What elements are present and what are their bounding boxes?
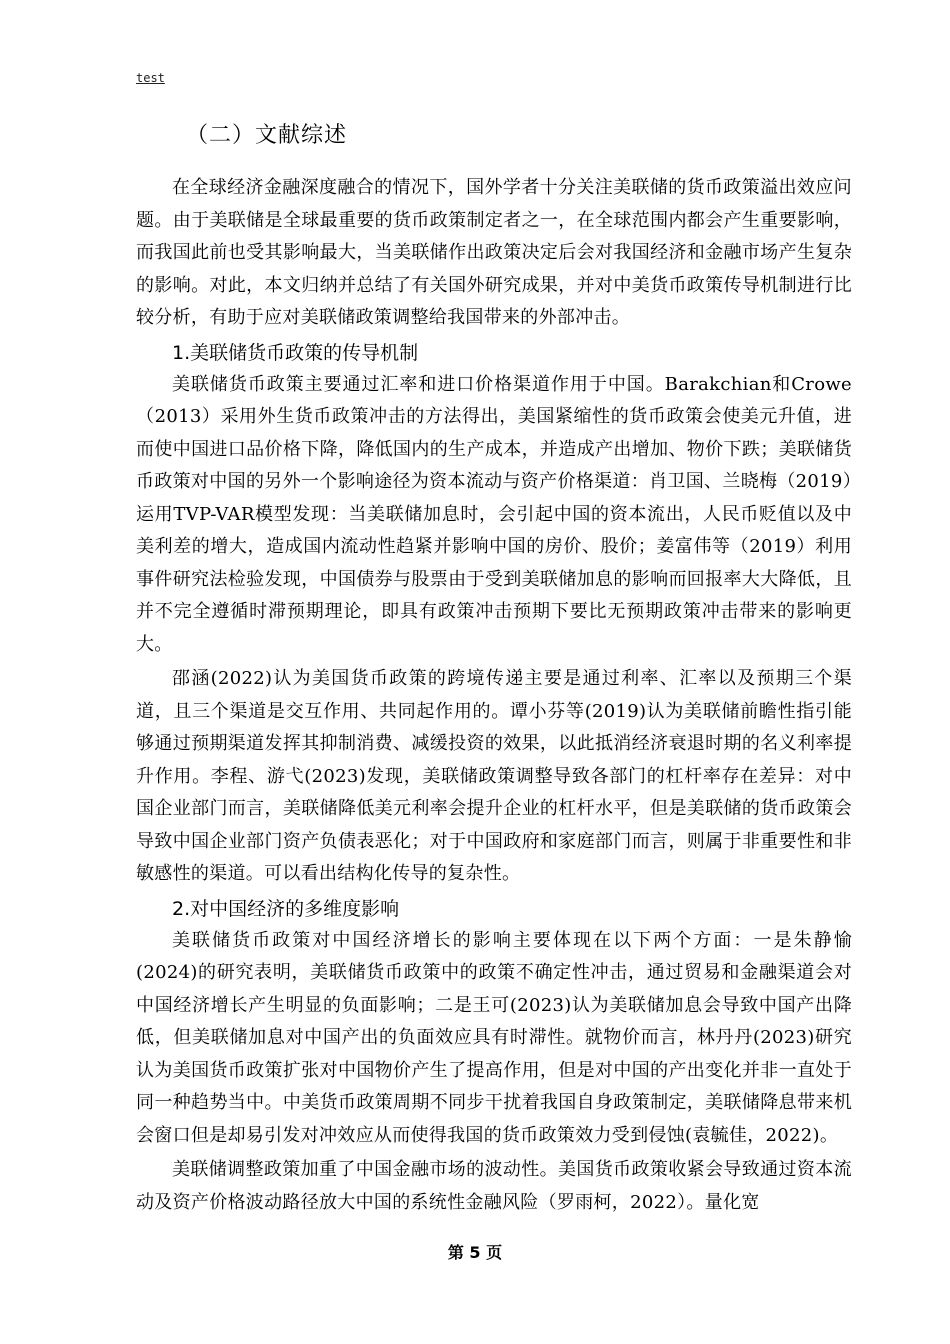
page-number: 第 5 页: [447, 1243, 503, 1262]
intro-paragraph: 在全球经济金融深度融合的情况下，国外学者十分关注美联储的货币政策溢出效应问题。由于美联储是全球最重要的货币政策制定者之一，在全球范围内都会产生重要影响，而我国此前也受其影响最大，当美联储作出政策决定后会对我国经济和金融市场产生复杂的影响。对此，本文归纳并总结了有关国外研究成果，并对中美货币政策传导机制进行比较分析，有助于应对美联储政策调整给我国带来的外部冲击。: [136, 177, 852, 328]
subheading-transmission-mechanism: 1.美联储货币政策的传导机制: [172, 341, 419, 364]
section-heading: （二）文献综述: [186, 123, 348, 148]
paragraph: 美联储货币政策对中国经济增长的影响主要体现在以下两个方面：一是朱静愉(2024)的研究表明，美联储货币政策中的政策不确定性冲击，通过贸易和金融渠道会对中国经济增长产生明显的负面影响；二是王可(2023)认为美联储加息会导致中国产出降低，但美联储加息对中国产出的负面效应具有时滞性。就物价而言，林丹丹(2023)研究认为美国货币政策扩张对中国物价产生了提高作用，但是对中国的产出变化并非一直处于同一种趋势当中。中美货币政策周期不同步干扰着我国自身政策制定，美联储降息带来机会窗口但是却易引发对冲效应从而使得我国的货币政策效力受到侵蚀(袁毓佳，2022)。: [136, 929, 852, 1146]
header-tag: test: [136, 71, 165, 85]
paragraph: 美联储调整政策加重了中国金融市场的波动性。美国货币政策收紧会导致通过资本流动及资产价格波动路径放大中国的系统性金融风险（罗雨柯，2022）。量化宽: [136, 1159, 852, 1213]
paragraph: 邵涵(2022)认为美国货币政策的跨境传递主要是通过利率、汇率以及预期三个渠道，且三个渠道是交互作用、共同起作用的。谭小芬等(2019)认为美联储前瞻性指引能够通过预期渠道发挥其抑制消费、减缓投资的效果，以此抵消经济衰退时期的名义利率提升作用。李程、游弋(2023)发现，美联储政策调整导致各部门的杠杆率存在差异：对中国企业部门而言，美联储降低美元利率会提升企业的杠杆水平，但是美联储的货币政策会导致中国企业部门资产负债表恶化；对于中国政府和家庭部门而言，则属于非重要性和非敏感性的渠道。可以看出结构化传导的复杂性。: [136, 668, 852, 884]
subheading-multidimensional-impact: 2.对中国经济的多维度影响: [172, 897, 400, 920]
paragraph: 美联储货币政策主要通过汇率和进口价格渠道作用于中国。Barakchian和Crowe（2013）采用外生货币政策冲击的方法得出，美国紧缩性的货币政策会使美元升值，进而使中国进口品价格下降，降低国内的生产成本，并造成产出增加、物价下跌；美联储货币政策对中国的另外一个影响途径为资本流动与资产价格渠道：肖卫国、兰晓梅（2019）运用TVP-VAR模型发现：当美联储加息时，会引起中国的资本流出，人民币贬值以及中美利差的增大，造成国内流动性趋紧并影响中国的房价、股价；姜富伟等（2019）利用事件研究法检验发现，中国债券与股票由于受到美联储加息的影响而回报率大大降低，且并不完全遵循时滞预期理论，即具有政策冲击预期下要比无预期政策冲击带来的影响更大。: [136, 373, 852, 655]
document-body: [136, 172, 852, 1221]
